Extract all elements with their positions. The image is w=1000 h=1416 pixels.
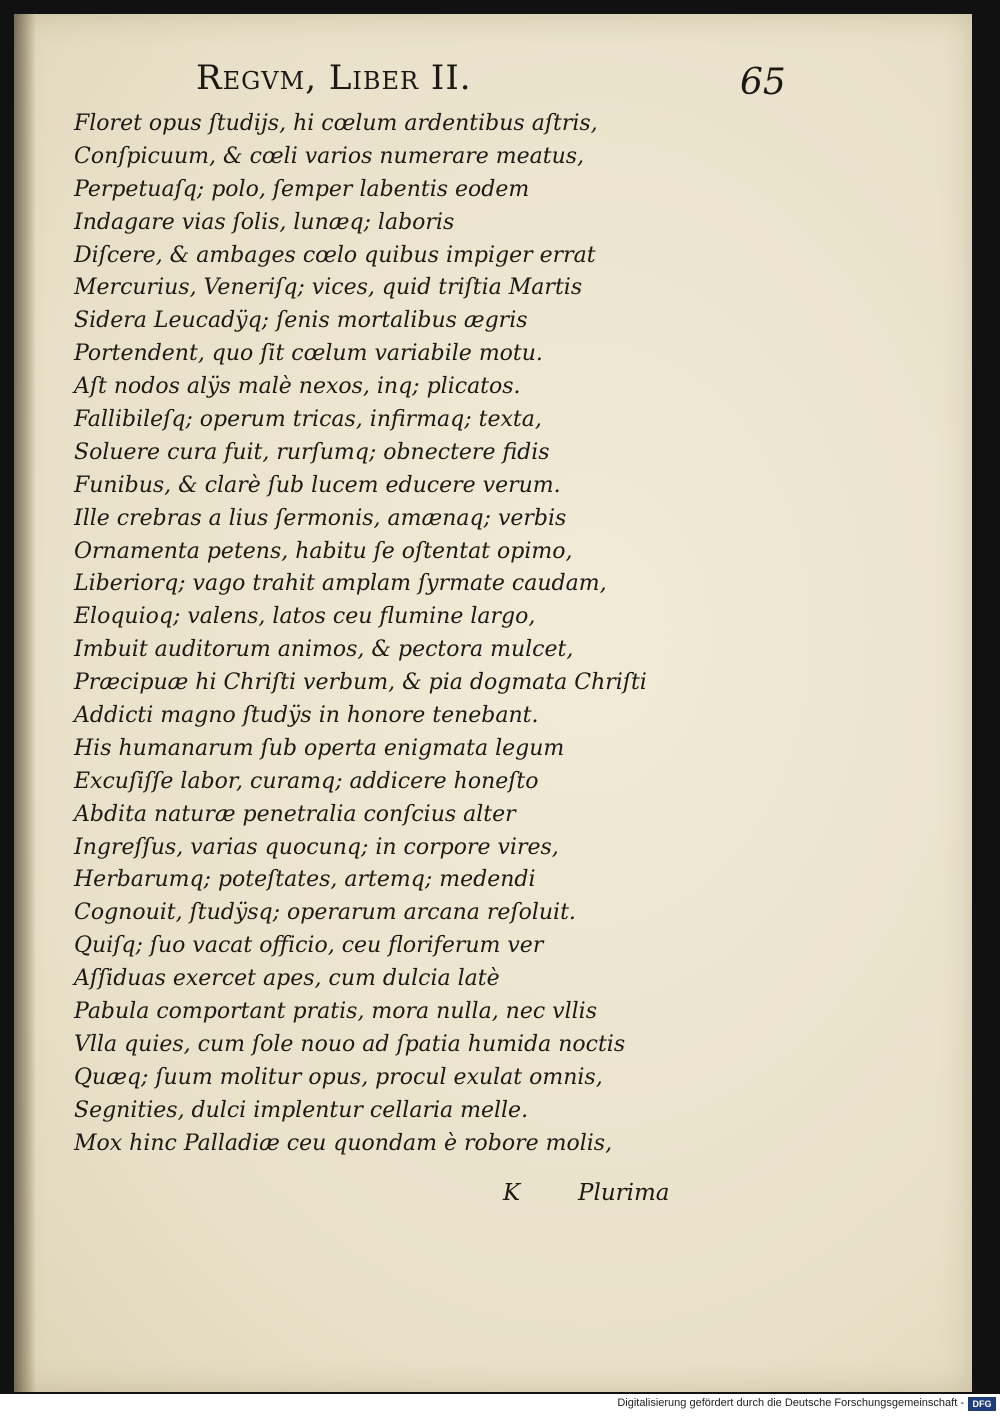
verse-line: Pabula comportant pratis, mora nulla, nec vllis: [74, 999, 598, 1025]
verse-line: Floret opus ſtudijs, hi cœlum ardentibus aſtris,: [74, 111, 598, 136]
verse-line: Segnities, dulci implentur cellaria melle.: [74, 1097, 529, 1123]
verse-line: Sidera Leucadÿq; ſenis mortalibus ægris: [74, 308, 528, 334]
funding-credit: Digitalisierung gefördert durch die Deutsche Forschungsgemeinschaft -: [617, 1397, 964, 1409]
dfg-logo-icon[interactable]: DFG: [968, 1397, 996, 1411]
verse-line: Indagare vias ſolis, lunæq; laboris: [74, 209, 455, 235]
verse-line: Liberiorq; vago trahit amplam ſyrmate caudam,: [74, 571, 607, 597]
page-gutter-shadow: [14, 14, 36, 1392]
verse-line: Mox hinc Palladiæ ceu quondam è robore molis,: [74, 1130, 613, 1156]
verse-line: Fallibileſq; operum tricas, infirmaq; texta,: [74, 407, 542, 433]
verse-line: Portendent, quo ſit cœlum variabile motu.: [74, 341, 543, 367]
verse-line: Addicti magno ſtudÿs in honore tenebant.: [74, 703, 539, 729]
verse-line: Imbuit auditorum animos, & pectora mulcet,: [74, 637, 574, 663]
verse-line: Abdita naturæ penetralia conſcius alter: [74, 801, 516, 827]
running-head: Regvm, Liber II.: [196, 58, 472, 98]
verse-list: [74, 108, 694, 1161]
verse-line: Conſpicuum, & cœli varios numerare meatus,: [74, 143, 585, 169]
verse-line: Excuſiſſe labor, curamq; addicere honeſto: [74, 768, 539, 794]
verse-line: Herbarumq; poteſtates, artemq; medendi: [74, 867, 536, 893]
verse-line: Soluere cura fuit, rurſumq; obnectere fidis: [74, 439, 550, 465]
verse-line: Diſcere, & ambages cœlo quibus impiger errat: [74, 242, 596, 268]
verse-line: Quæq; ſuum molitur opus, procul exulat omnis,: [74, 1064, 603, 1090]
verse-line: Aſſiduas exercet apes, cum dulcia latè: [74, 966, 500, 992]
page-number: 65: [740, 62, 786, 103]
verse-line: Eloquioq; valens, latos ceu flumine largo,: [74, 604, 536, 630]
verse-line: Præcipuæ hi Chriſti verbum, & pia dogmata Chriſti: [74, 670, 647, 696]
verse-line: Funibus, & clarè ſub lucem educere verum.: [74, 472, 561, 498]
verse-line: Cognouit, ſtudÿsq; operarum arcana reſoluit.: [74, 900, 576, 926]
digitization-footer: [0, 1394, 1000, 1416]
verse-line: Ille crebras a lius ſermonis, amænaq; verbis: [74, 505, 567, 531]
verse-line: His humanarum ſub operta enigmata legum: [74, 735, 565, 761]
verse-line: Quiſq; ſuo vacat officio, ceu floriferum ver: [74, 933, 544, 959]
verse-line: Vlla quies, cum ſole nouo ad ſpatia humida noctis: [74, 1031, 626, 1057]
verse-line: Perpetuaſq; polo, ſemper labentis eodem: [74, 176, 530, 202]
signature-mark: K: [503, 1180, 521, 1206]
catchword: Plurima: [578, 1180, 670, 1206]
verse-line: Mercurius, Veneriſq; vices, quid triſtia Martis: [74, 275, 583, 301]
verse-line: Ingreſſus, varias quocunq; in corpore vires,: [74, 834, 559, 860]
verse-line: Ornamenta petens, habitu ſe oſtentat opimo,: [74, 538, 573, 564]
verse-line: Aſt nodos alÿs malè nexos, inq; plicatos.: [74, 374, 521, 400]
